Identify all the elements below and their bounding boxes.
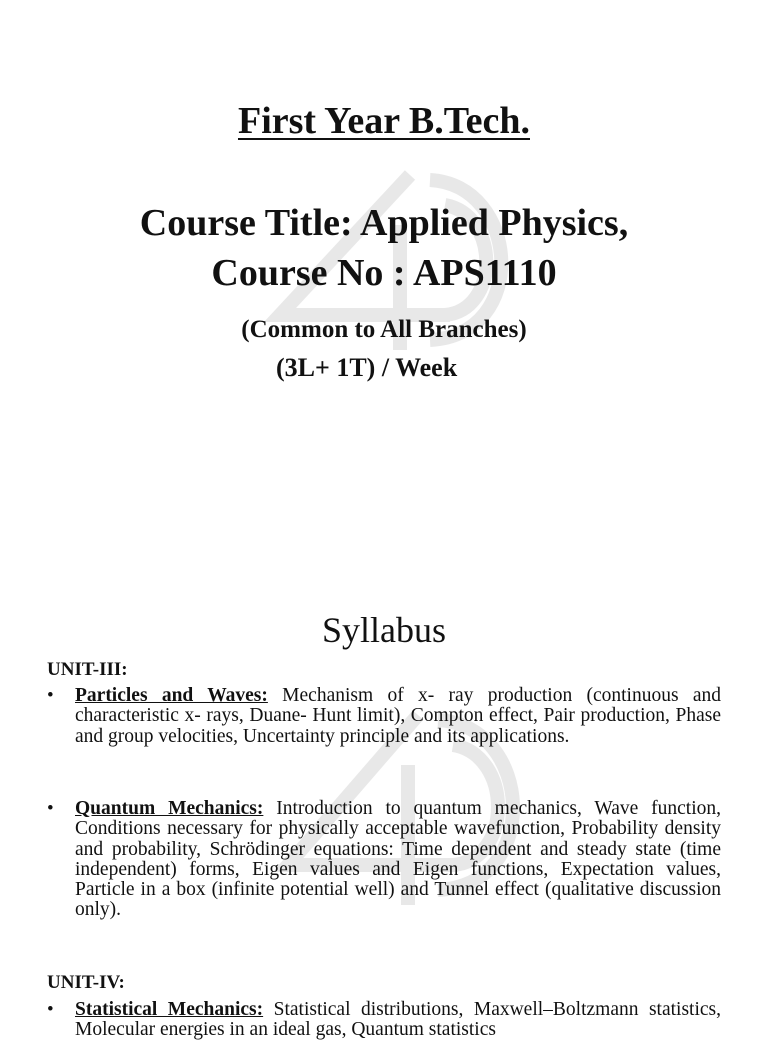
topic-term: Statistical Mechanics: xyxy=(75,999,264,1020)
topic-description: Mechanism of x- ray production (continuous and characteristic x- rays, Duane- Hunt limit), Compton effect, Pair production, Phase and group velocities, Uncertainty principle and its applications. xyxy=(75,685,722,747)
unit-heading: UNIT-IV: xyxy=(47,972,125,993)
common-branches-note: (Common to All Branches) xyxy=(241,316,527,343)
hours-per-week: (3L+ 1T) / Week xyxy=(276,353,458,382)
bullet-icon: • xyxy=(47,798,54,819)
bullet-icon: • xyxy=(47,685,54,706)
page-title: First Year B.Tech. xyxy=(237,100,530,142)
course-number: Course No : APS1110 xyxy=(211,252,557,294)
course-title: Course Title: Applied Physics, xyxy=(139,202,629,244)
unit-heading: UNIT-III: xyxy=(47,659,128,680)
topic-term: Particles and Waves: xyxy=(75,685,268,706)
syllabus-item xyxy=(75,799,721,921)
syllabus-heading: Syllabus xyxy=(321,610,446,650)
syllabus-item xyxy=(75,686,721,747)
topic-description: Statistical distributions, Maxwell–Boltzmann statistics, Molecular energies in an ideal gas, Quantum statistics xyxy=(75,999,722,1041)
topic-description: Introduction to quantum mechanics, Wave function, Conditions necessary for physically acceptable wavefunction, Probability density and probability, Schrödinger equations: Time dependent and steady state (time independent) forms, Eigen values and Eigen functions, Expectation values, Particle in a box (infinite potential well) and Tunnel effect (qualitative discussion only). xyxy=(75,798,721,921)
syllabus-item xyxy=(75,1000,721,1041)
bullet-icon: • xyxy=(47,999,54,1020)
topic-term: Quantum Mechanics: xyxy=(75,798,264,819)
